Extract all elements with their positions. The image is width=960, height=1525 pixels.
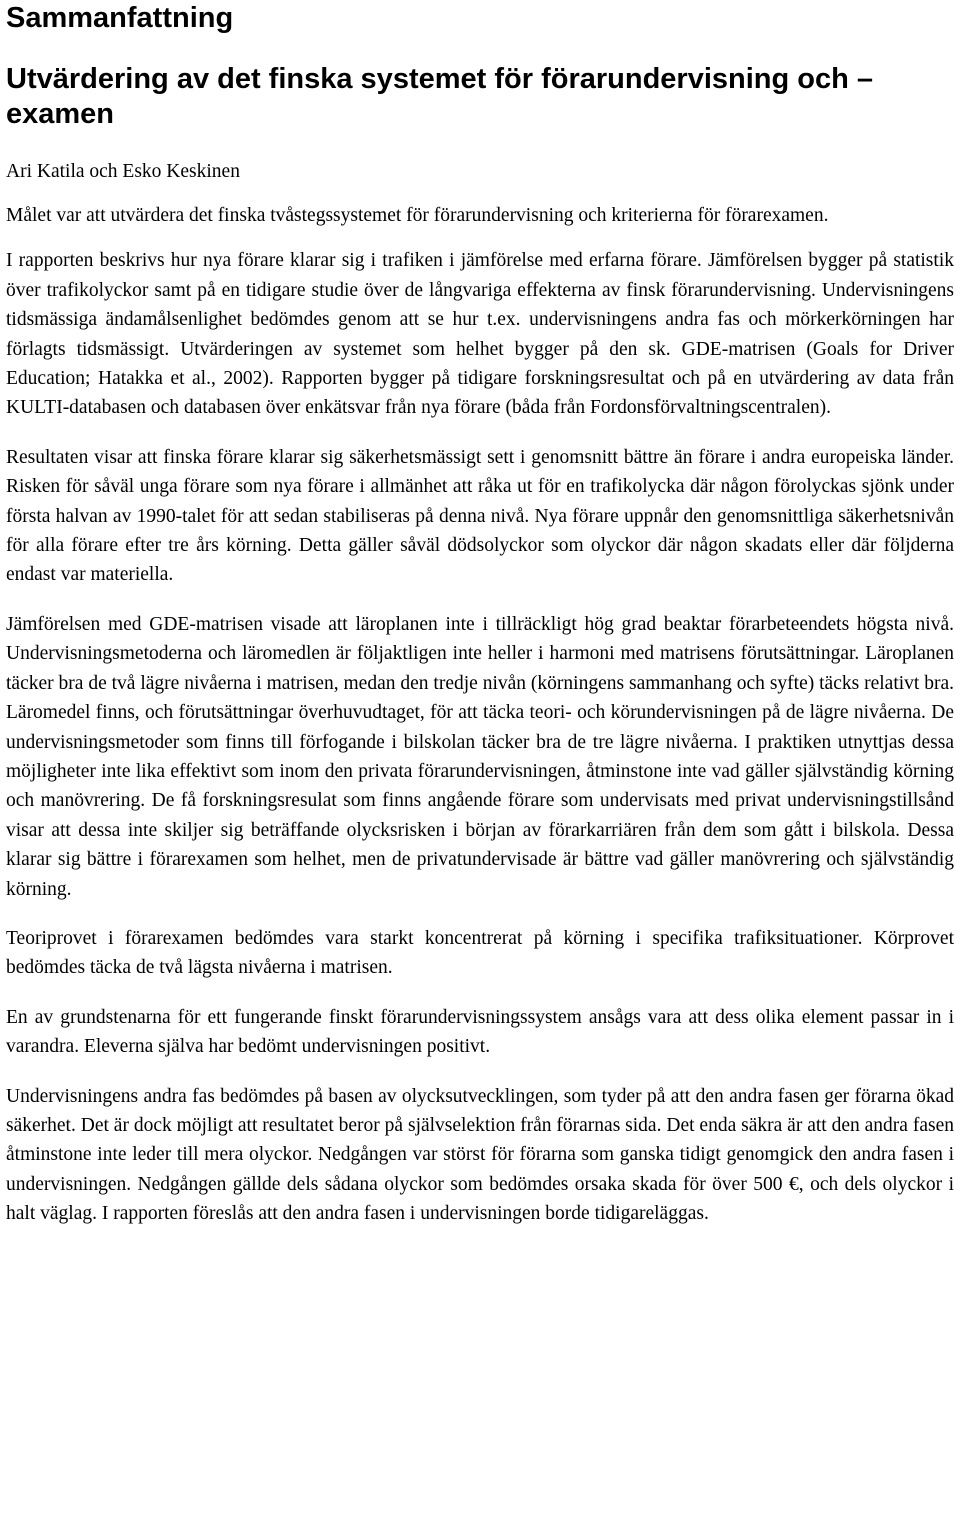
paragraph-theory-test: Teoriprovet i förarexamen bedömdes vara starkt koncentrerat på körning i specifika trafiksituationer. Körprovet bedömdes täcka de två lägsta nivåerna i matrisen. (6, 927, 954, 979)
authors: Ari Katila och Esko Keskinen (6, 161, 240, 182)
paragraph-method: I rapporten beskrivs hur nya förare klarar sig i trafiken i jämförelse med erfarna förare. Jämförelsen bygger på statistik över trafikolyckor samt på en tidigare studie över de långvariga effekterna av finsk förarundervisning. Undervisningens tidsmässiga ändamålsenlighet bedömdes genom att se hur t.ex. undervisningens andra fas och mörkerkörningen har förlagts tidsmässigt. Utvärderingen av systemet som helhet bygger på den sk. GDE-matrisen (Goals for Driver Education; Hatakka et al., 2002). Rapporten bygger på tidigare forskningsresultat och på en utvärdering av data från KULTI-databasen och databasen över enkätsvar från nya förare (båda från Fordonsförvaltningscentralen). (6, 250, 954, 419)
document-title: Utvärdering av det finska systemet för förarundervisning och –examen (6, 63, 874, 130)
paragraph-results: Resultaten visar att finska förare klarar sig säkerhetsmässigt sett i genomsnitt bättre än förare i andra europeiska länder. Risken för såväl unga förare som nya förare i allmänhet att råka ut för en trafikolycka där någon förolyckas sjönk under första halvan av 1990-talet för att sedan stabiliseras på denna nivå. Nya förare uppnår den genomsnittliga säkerhetsnivån för alla förare efter tre års körning. Detta gäller såväl dödsolyckor som olyckor där någon skadats eller där följderna endast var materiella. (6, 446, 954, 586)
paragraph-aim: Målet var att utvärdera det finska tvåstegssystemet för förarundervisning och kriterierna för förarexamen. (6, 205, 829, 226)
document-page (6, 0, 954, 1229)
paragraph-cornerstones: En av grundstenarna för ett fungerande finskt förarundervisningssystem ansågs vara att dess olika element passar in i varandra. Eleverna själva har bedömt undervisningen positivt. (6, 1006, 954, 1058)
paragraph-gde-comparison: Jämförelsen med GDE-matrisen visade att läroplanen inte i tillräckligt hög grad beaktar förarbeteendets högsta nivå. Undervisningsmetoderna och läromedlen är följaktligen inte heller i harmoni med matrisens förutsättningar. Läroplanen täcker bra de två lägre nivåerna i matrisen, medan den tredje nivån (körningens sammanhang och syfte) täcks relativt bra. Läromedel finns, och förutsättningar överhuvudtaget, för att täcka teori- och körundervisningen på de lägre nivåerna. De undervisningsmetoder som finns till förfogande i bilskolan täcker bra de tre lägre nivåerna. I praktiken utnyttjas dessa möjligheter inte lika effektivt som inom den privata förarundervisningen, åtminstone inte vad gäller självständig körning och manövrering. De få forskningsresulat som finns angående förare som undervisats med privat undervisningstillsånd visar att dessa inte skiljer sig beträffande olycksrisken i början av förarkarriären från dem som gått i bilskola. Dessa klarar sig bättre i förarexamen som helhet, men de privatundervisade är bättre vad gäller manövrering och självständig körning. (6, 613, 954, 900)
paragraph-second-phase: Undervisningens andra fas bedömdes på basen av olycksutvecklingen, som tyder på att den andra fasen ger förarna ökad säkerhet. Det är dock möjligt att resultatet beror på självselektion från förarnas sida. Det enda säkra är att den andra fasen åtminstone inte leder till mera olyckor. Nedgången var störst för förarna som ganska tidigt genomgick den andra fasen i undervisningen. Nedgången gällde dels sådana olyckor som bedömdes orsaka skada för över 500 €, och dels olyckor i halt väglag. I rapporten föreslås att den andra fasen i undervisningen borde tidigareläggas. (6, 1085, 954, 1225)
section-heading: Sammanfattning (6, 2, 234, 34)
